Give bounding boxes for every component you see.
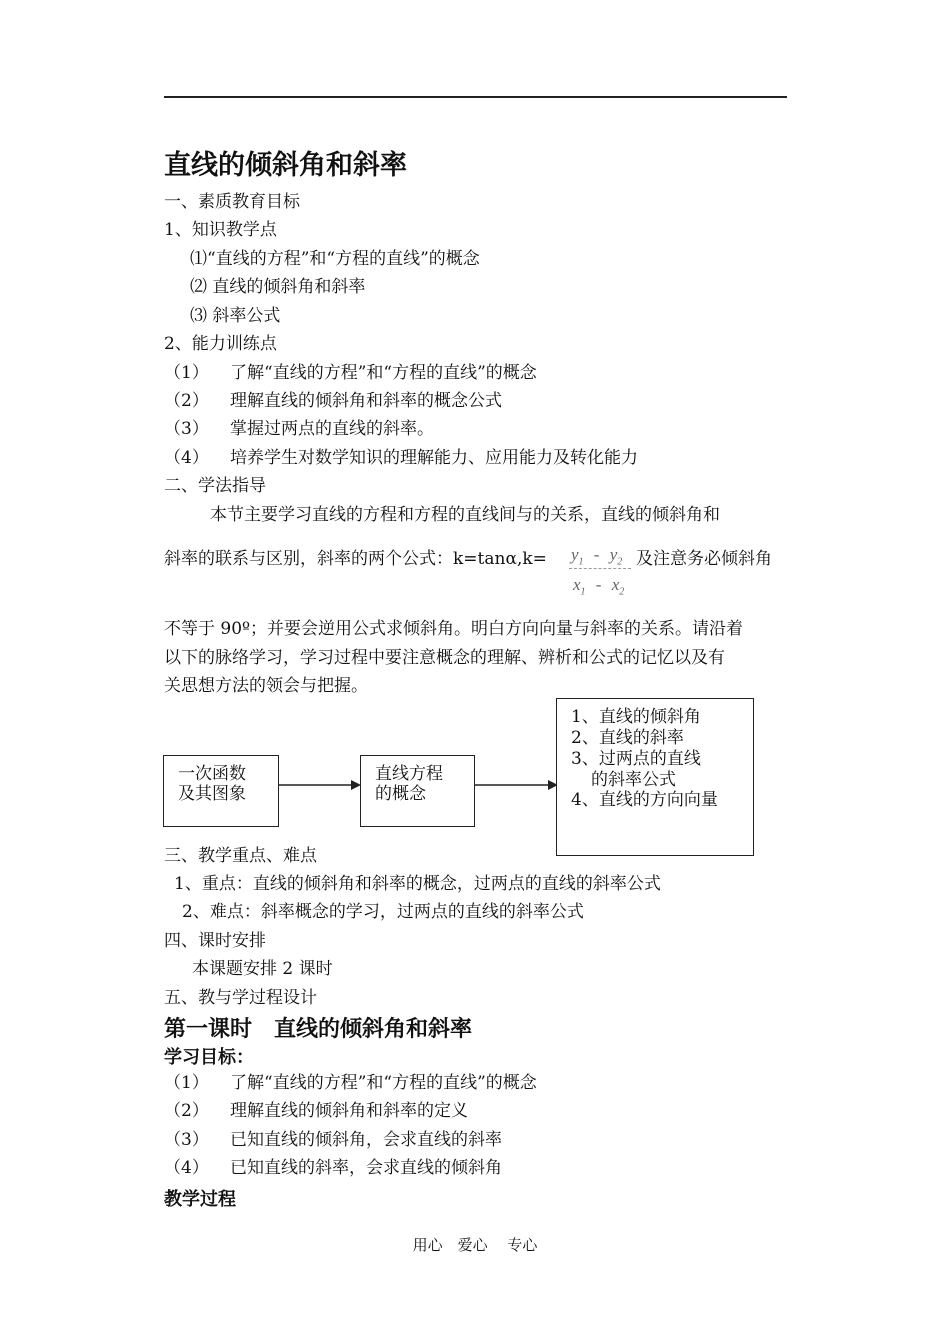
section-heading-4: 四、课时安排 xyxy=(164,931,266,951)
goal-2-number: （2） xyxy=(164,1101,209,1121)
header-rule xyxy=(164,96,787,98)
subheading-ability: 2、能力训练点 xyxy=(164,334,277,354)
flow-arrow-2 xyxy=(475,775,558,795)
fraction-bar xyxy=(569,568,631,569)
goal-1: 了解“直线的方程”和“方程的直线”的概念 xyxy=(230,1073,537,1093)
flow-topic-3-cont: 的斜率公式 xyxy=(591,770,676,790)
ability-item-4: 培养学生对数学知识的理解能力、应用能力及转化能力 xyxy=(230,448,638,468)
ability-item-2-number: （2） xyxy=(164,391,209,411)
section-heading-3: 三、教学重点、难点 xyxy=(164,846,317,866)
flow-topic-3: 3、过两点的直线 xyxy=(571,749,701,769)
paragraph-line-3: 不等于 90º；并要会逆用公式求倾斜角。明白方向向量与斜率的关系。请沿着 xyxy=(164,619,744,639)
ability-item-1-number: （1） xyxy=(164,363,209,383)
formula-y2-sub: 2 xyxy=(617,556,623,568)
flow-box-2-line-2: 的概念 xyxy=(375,784,426,804)
page-title: 直线的倾斜角和斜率 xyxy=(164,150,407,181)
formula-x2: x xyxy=(611,575,620,594)
ability-item-2: 理解直线的倾斜角和斜率的概念公式 xyxy=(230,391,502,411)
subheading-knowledge: 1、知识教学点 xyxy=(164,220,277,240)
goal-3-number: （3） xyxy=(164,1130,209,1150)
goal-2: 理解直线的倾斜角和斜率的定义 xyxy=(230,1101,468,1121)
ability-item-4-number: （4） xyxy=(164,448,209,468)
knowledge-item-3: ⑶ 斜率公式 xyxy=(190,306,281,326)
formula-y2: y xyxy=(609,545,618,564)
formula-x1: x xyxy=(573,575,581,594)
page-footer: 用心 爱心 专心 xyxy=(412,1236,538,1254)
paragraph-line-2a: 斜率的联系与区别，斜率的两个公式：k=tanα,k= xyxy=(164,549,547,569)
learning-goals-label: 学习目标： xyxy=(164,1047,254,1068)
formula-x1-sub: 1 xyxy=(580,586,586,598)
flow-box-2-line-1: 直线方程 xyxy=(375,764,443,784)
flow-arrow-1 xyxy=(279,775,361,795)
formula-minus: - xyxy=(593,545,600,564)
formula-y1-sub: 1 xyxy=(578,556,584,568)
class-hours: 本课题安排 2 课时 xyxy=(192,959,333,979)
key-point: 1、重点：直线的倾斜角和斜率的概念，过两点的直线的斜率公式 xyxy=(174,874,661,894)
paragraph-line-5: 关思想方法的领会与把握。 xyxy=(164,676,368,696)
section-heading-5: 五、教与学过程设计 xyxy=(164,988,317,1008)
ability-item-1: 了解“直线的方程”和“方程的直线”的概念 xyxy=(230,363,537,383)
goal-4: 已知直线的斜率，会求直线的倾斜角 xyxy=(230,1158,502,1178)
flow-topic-2: 2、直线的斜率 xyxy=(571,728,684,748)
knowledge-item-1: ⑴“直线的方程”和“方程的直线”的概念 xyxy=(190,249,480,269)
goal-1-number: （1） xyxy=(164,1073,209,1093)
difficult-point: 2、难点：斜率概念的学习，过两点的直线的斜率公式 xyxy=(182,902,584,922)
slope-formula-numerator xyxy=(571,545,622,567)
ability-item-3-number: （3） xyxy=(164,419,209,439)
flow-topic-4: 4、直线的方向向量 xyxy=(571,790,718,810)
flow-box-topics xyxy=(556,698,754,856)
flow-box-1-line-1: 一次函数 xyxy=(178,764,246,784)
slope-formula-denominator xyxy=(573,575,624,597)
teaching-process-label: 教学过程 xyxy=(164,1189,236,1210)
flow-topic-1: 1、直线的倾斜角 xyxy=(571,707,701,727)
goal-4-number: （4） xyxy=(164,1158,209,1178)
goal-3: 已知直线的倾斜角，会求直线的斜率 xyxy=(230,1130,502,1150)
formula-x2-sub: 2 xyxy=(619,586,625,598)
ability-item-3: 掌握过两点的直线的斜率。 xyxy=(230,419,434,439)
section-heading-2: 二、学法指导 xyxy=(164,476,266,496)
flow-box-line-equation xyxy=(360,755,475,827)
lesson-title: 第一课时 直线的倾斜角和斜率 xyxy=(164,1017,473,1042)
formula-y: y xyxy=(571,545,579,564)
paragraph-line-2b: 及注意务必倾斜角 xyxy=(636,549,772,569)
knowledge-item-2: ⑵ 直线的倾斜角和斜率 xyxy=(190,277,366,297)
section-heading-1: 一、素质教育目标 xyxy=(164,192,300,212)
paragraph-line-4: 以下的脉络学习，学习过程中要注意概念的理解、辨析和公式的记忆以及有 xyxy=(164,648,725,668)
paragraph-line-1: 本节主要学习直线的方程和方程的直线间与的关系，直线的倾斜角和 xyxy=(210,505,720,525)
formula-minus-den: - xyxy=(595,575,602,594)
flow-box-linear-function xyxy=(163,755,279,827)
flow-box-1-line-2: 及其图象 xyxy=(178,784,246,804)
